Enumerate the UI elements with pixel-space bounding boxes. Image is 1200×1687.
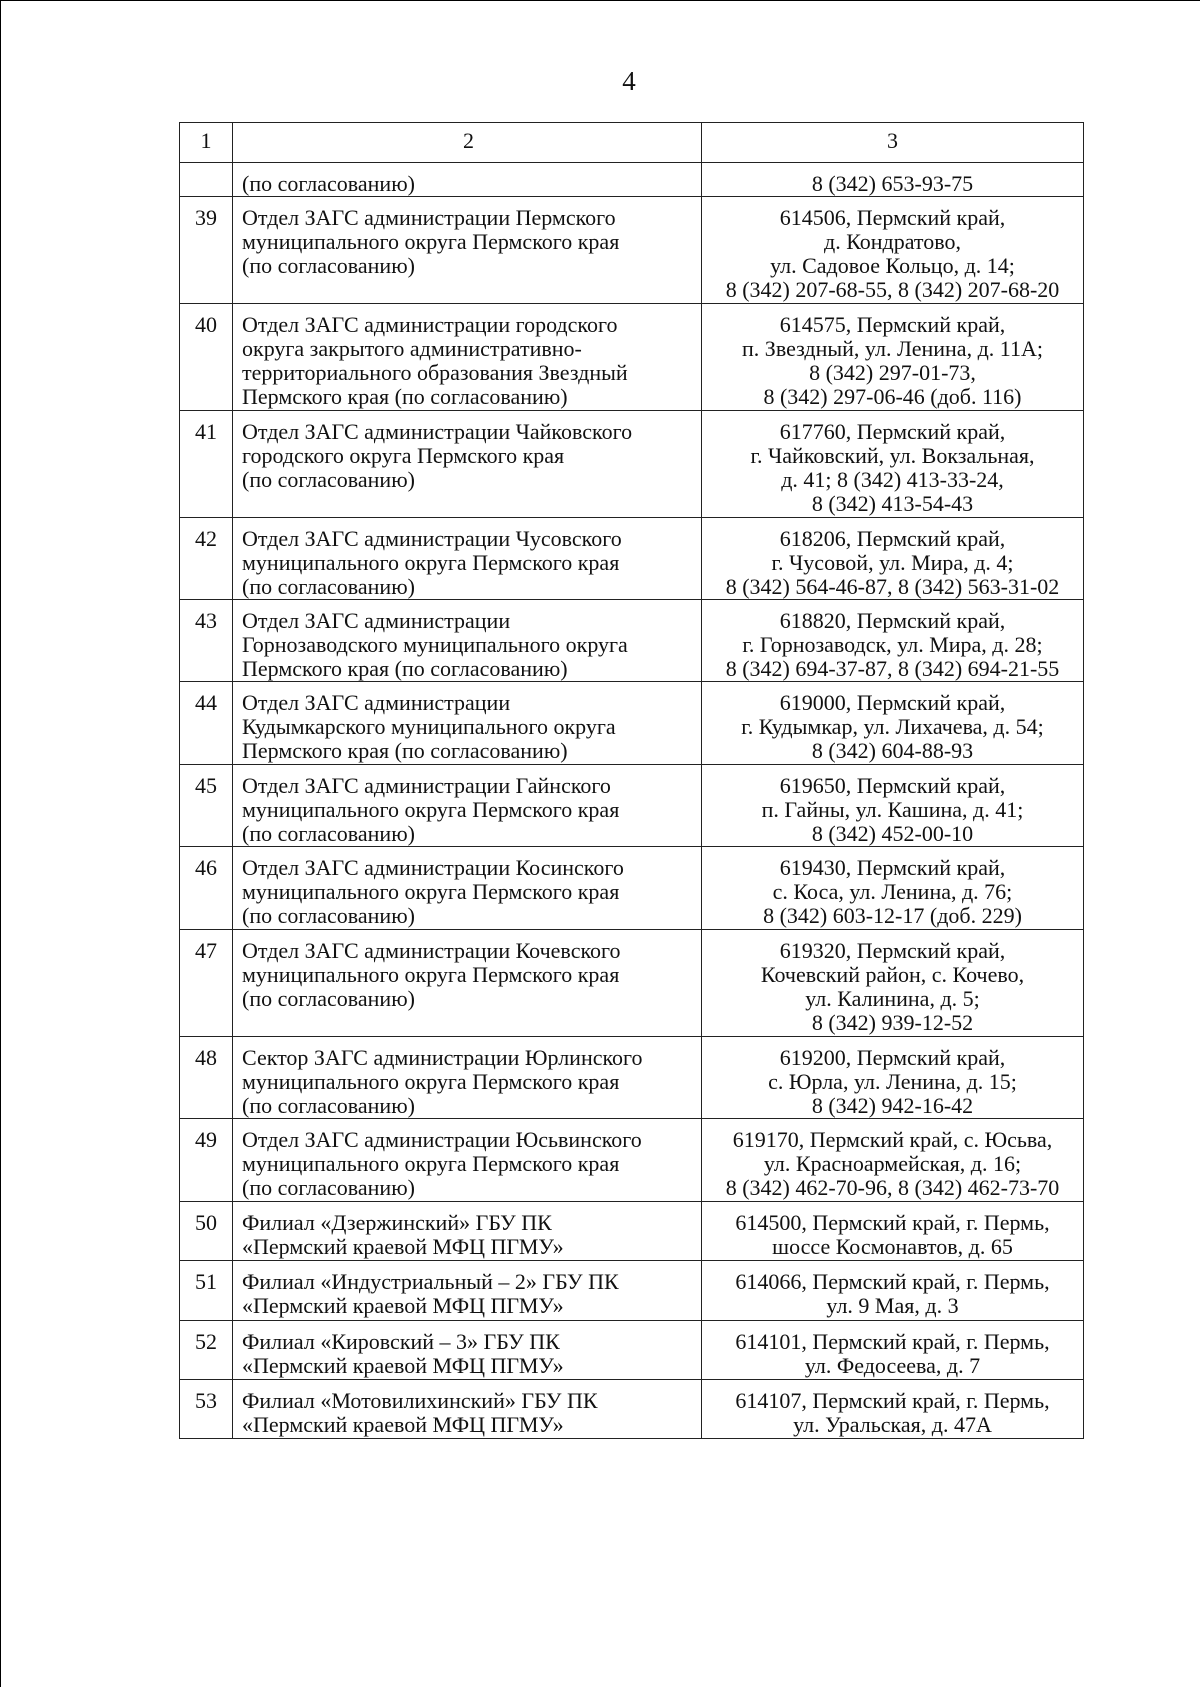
office-address-cell [702,1119,1084,1202]
table-row [180,518,1084,600]
office-name-line: Отдел ЗАГС администрации Юсьвинского [242,1127,642,1152]
office-name [233,411,701,492]
office-name-line: Отдел ЗАГС администрации Гайнского [242,773,611,798]
office-address-line: с. Коса, ул. Ленина, д. 76; [772,879,1013,904]
office-address-line: 614575, Пермский край, [779,312,1006,337]
office-address-line: 8 (342) 207-68-55, 8 (342) 207-68-20 [725,277,1060,302]
office-name-line: муниципального округа Пермского края [242,962,620,987]
office-address-cell [702,1261,1084,1321]
header-label-1: 1 [200,128,212,153]
office-name-line: «Пермский краевой МФЦ ПГМУ» [242,1293,564,1318]
office-name-cell [233,304,702,411]
office-address-line: 8 (342) 653-93-75 [811,171,974,196]
row-number: 49 [195,1127,217,1152]
page-edge-top [0,0,1200,1]
row-number: 50 [195,1210,217,1235]
row-number-cell [180,682,233,765]
office-name-line: муниципального округа Пермского края [242,550,620,575]
row-number-cell [180,930,233,1037]
office-address-line: 618206, Пермский край, [779,526,1006,551]
office-name [233,518,701,599]
office-name-line: Филиал «Кировский – 3» ГБУ ПК [242,1329,560,1354]
office-name-cell [233,411,702,518]
row-number-cell [180,765,233,847]
office-address-line: 619430, Пермский край, [779,855,1006,880]
office-name-line: муниципального округа Пермского края [242,879,620,904]
office-name-line: (по согласованию) [242,171,415,196]
office-name-line: Отдел ЗАГС администрации Чайковского [242,419,633,444]
office-name [233,847,701,928]
office-address [702,1119,1083,1200]
office-address-cell [702,304,1084,411]
row-number: 51 [195,1269,217,1294]
office-address-line: ул. 9 Мая, д. 3 [826,1293,959,1318]
office-address [702,1321,1083,1378]
office-address-line: 614066, Пермский край, г. Пермь, [735,1269,1050,1294]
office-address [702,1380,1083,1437]
office-address-line: ул. Калинина, д. 5; [805,986,980,1011]
table-row [180,1321,1084,1380]
office-name [233,304,701,409]
office-name [233,1321,701,1378]
office-name-cell [233,1321,702,1380]
row-number-cell [180,600,233,682]
office-name-cell [233,1119,702,1202]
office-name-line: (по согласованию) [242,821,415,846]
office-address [702,600,1083,681]
office-name-cell [233,765,702,847]
office-address [702,518,1083,599]
office-address-cell [702,600,1084,682]
office-name-line: городского округа Пермского края [242,443,565,468]
office-address-line: г. Горнозаводск, ул. Мира, д. 28; [742,632,1043,657]
registry-table-body [180,123,1084,1439]
row-number-cell [180,518,233,600]
office-address [702,930,1083,1035]
office-address-cell [702,518,1084,600]
office-name-line: муниципального округа Пермского края [242,229,620,254]
office-address-line: 614107, Пермский край, г. Пермь, [735,1388,1050,1413]
office-address [702,765,1083,846]
row-number-cell [180,847,233,930]
table-row [180,1261,1084,1321]
row-number-cell [180,1261,233,1321]
office-address-line: п. Звездный, ул. Ленина, д. 11А; [742,336,1043,361]
office-address-line: 619000, Пермский край, [779,690,1006,715]
office-address-line: 8 (342) 603-12-17 (доб. 229) [763,903,1022,928]
row-number: 41 [195,419,217,444]
office-name-line: Отдел ЗАГС администрации Чусовского [242,526,622,551]
row-number: 39 [195,205,217,230]
office-name-line: территориального образования Звездный [242,360,628,385]
office-name-line: (по согласованию) [242,253,415,278]
page-edge-left [0,0,1,1687]
table-header-row [180,123,1084,163]
row-number-cell [180,304,233,411]
office-name-cell [233,1261,702,1321]
office-address-line: с. Юрла, ул. Ленина, д. 15; [768,1069,1017,1094]
table-row [180,197,1084,304]
office-address-line: 8 (342) 462-70-96, 8 (342) 462-73-70 [725,1175,1060,1200]
page-number: 4 [622,66,636,96]
header-label-2: 2 [463,128,474,153]
office-address-line: д. Кондратово, [824,229,961,254]
row-number-cell [180,411,233,518]
office-address-line: 618820, Пермский край, [779,608,1006,633]
row-number-cell [180,163,233,197]
office-name-cell [233,930,702,1037]
row-number-cell [180,1202,233,1261]
office-name-line: Отдел ЗАГС администрации Кочевского [242,938,621,963]
office-name [233,1261,701,1318]
row-number: 46 [195,855,217,880]
office-name [233,1119,701,1200]
office-address-line: ул. Красноармейская, д. 16; [763,1151,1022,1176]
row-number: 44 [195,690,217,715]
office-address-line: 8 (342) 452-00-10 [811,821,974,846]
office-name-line: муниципального округа Пермского края [242,1069,620,1094]
office-address [702,411,1083,516]
office-address-line: 8 (342) 413-54-43 [811,491,974,516]
office-address-line: 619170, Пермский край, с. Юсьва, [732,1127,1053,1152]
office-address-cell [702,411,1084,518]
row-number: 53 [195,1388,217,1413]
table-row [180,847,1084,930]
office-name-line: Отдел ЗАГС администрации [242,608,511,633]
office-name-line: Отдел ЗАГС администрации Пермского [242,205,616,230]
row-number: 42 [195,526,217,551]
office-address-line: 8 (342) 297-01-73, [809,360,976,385]
office-name-line: Филиал «Дзержинский» ГБУ ПК [242,1210,552,1235]
row-number: 52 [195,1329,217,1354]
table-row [180,304,1084,411]
office-name-line: «Пермский краевой МФЦ ПГМУ» [242,1234,564,1259]
office-name-line: (по согласованию) [242,1093,415,1118]
office-address-line: 8 (342) 297-06-46 (доб. 116) [763,384,1022,409]
table-row [180,1119,1084,1202]
row-number-cell [180,1380,233,1439]
office-address-line: 614101, Пермский край, г. Пермь, [735,1329,1050,1354]
office-address [702,1202,1083,1259]
office-address-line: г. Кудымкар, ул. Лихачева, д. 54; [741,714,1044,739]
row-number: 43 [195,608,217,633]
table-row [180,765,1084,847]
office-name-cell [233,1380,702,1439]
office-name [233,1380,701,1437]
office-address-line: Кочевский район, с. Кочево, [760,962,1025,987]
office-name-line: Филиал «Мотовилихинский» ГБУ ПК [242,1388,598,1413]
table-row [180,682,1084,765]
table-row [180,930,1084,1037]
table-row [180,163,1084,197]
office-address [702,304,1083,409]
office-name-line: (по согласованию) [242,903,415,928]
office-name [233,1202,701,1259]
office-name-line: Горнозаводского муниципального округа [242,632,628,657]
office-address-cell [702,930,1084,1037]
office-name-line: Отдел ЗАГС администрации [242,690,511,715]
office-name-line: Кудымкарского муниципального округа [242,714,616,739]
office-address-line: 8 (342) 694-37-87, 8 (342) 694-21-55 [725,656,1060,681]
row-number-cell [180,1321,233,1380]
office-address-line: 619200, Пермский край, [779,1045,1006,1070]
office-name-line: Пермского края (по согласованию) [242,384,568,409]
office-name-line: округа закрытого административно- [242,336,582,361]
office-address [702,1037,1083,1118]
table-row [180,411,1084,518]
table-row [180,1202,1084,1261]
office-address [702,163,1083,196]
office-name-line: (по согласованию) [242,467,415,492]
office-name-line: (по согласованию) [242,986,415,1011]
office-name [233,197,701,278]
office-name-cell [233,518,702,600]
office-name [233,765,701,846]
office-name-line: Пермского края (по согласованию) [242,656,568,681]
office-address-cell [702,163,1084,197]
header-cell-1 [180,123,233,163]
table-row [180,1037,1084,1119]
row-number: 45 [195,773,217,798]
office-name-line: муниципального округа Пермского края [242,797,620,822]
office-address [702,1261,1083,1318]
row-number-cell [180,197,233,304]
office-name-cell [233,600,702,682]
office-name-cell [233,1202,702,1261]
office-address-line: 619320, Пермский край, [779,938,1006,963]
office-address [702,197,1083,302]
row-number [180,163,232,172]
office-address-line: ул. Уральская, д. 47А [793,1412,992,1437]
office-address [702,847,1083,928]
office-address-line: 8 (342) 942-16-42 [811,1093,974,1118]
office-address-cell [702,765,1084,847]
header-label-3: 3 [887,128,898,153]
office-address-line: шоссе Космонавтов, д. 65 [772,1234,1013,1259]
office-address-line: ул. Федосеева, д. 7 [804,1353,981,1378]
office-address-cell [702,847,1084,930]
office-address-line: 619650, Пермский край, [779,773,1006,798]
office-name [233,1037,701,1118]
office-address-line: г. Чусовой, ул. Мира, д. 4; [771,550,1014,575]
office-address [702,682,1083,763]
office-address-cell [702,1202,1084,1261]
office-name [233,930,701,1011]
office-address-cell [702,682,1084,765]
office-name-line: Филиал «Индустриальный – 2» ГБУ ПК [242,1269,619,1294]
office-name-line: «Пермский краевой МФЦ ПГМУ» [242,1412,564,1437]
office-address-cell [702,1321,1084,1380]
office-address-line: 8 (342) 604-88-93 [811,738,974,763]
office-address-line: 8 (342) 564-46-87, 8 (342) 563-31-02 [725,574,1060,599]
row-number: 40 [195,312,217,337]
office-address-line: д. 41; 8 (342) 413-33-24, [781,467,1004,492]
office-name-line: муниципального округа Пермского края [242,1151,620,1176]
office-address-line: 617760, Пермский край, [779,419,1006,444]
header-cell-2 [233,123,702,163]
office-name [233,163,701,196]
office-name-line: Отдел ЗАГС администрации Косинского [242,855,624,880]
row-number: 47 [195,938,217,963]
office-address-line: г. Чайковский, ул. Вокзальная, [750,443,1035,468]
office-address-line: 8 (342) 939-12-52 [811,1010,974,1035]
registry-table [179,122,1084,1439]
office-address-line: 614500, Пермский край, г. Пермь, [735,1210,1050,1235]
office-name-line: Пермского края (по согласованию) [242,738,568,763]
header-cell-3 [702,123,1084,163]
office-name-cell [233,682,702,765]
office-name-line: «Пермский краевой МФЦ ПГМУ» [242,1353,564,1378]
row-number: 48 [195,1045,217,1070]
row-number-cell [180,1119,233,1202]
office-name-cell [233,163,702,197]
table-row [180,1380,1084,1439]
office-address-line: ул. Садовое Кольцо, д. 14; [770,253,1015,278]
table-row [180,600,1084,682]
row-number-cell [180,1037,233,1119]
office-name-line: (по согласованию) [242,574,415,599]
office-name-cell [233,197,702,304]
office-name [233,682,701,763]
office-name-line: Сектор ЗАГС администрации Юрлинского [242,1045,643,1070]
office-name-line: Отдел ЗАГС администрации городского [242,312,618,337]
office-address-line: п. Гайны, ул. Кашина, д. 41; [761,797,1024,822]
office-name [233,600,701,681]
office-name-cell [233,1037,702,1119]
office-address-line: 614506, Пермский край, [779,205,1006,230]
office-address-cell [702,1037,1084,1119]
office-address-cell [702,197,1084,304]
office-name-cell [233,847,702,930]
office-address-cell [702,1380,1084,1439]
office-name-line: (по согласованию) [242,1175,415,1200]
